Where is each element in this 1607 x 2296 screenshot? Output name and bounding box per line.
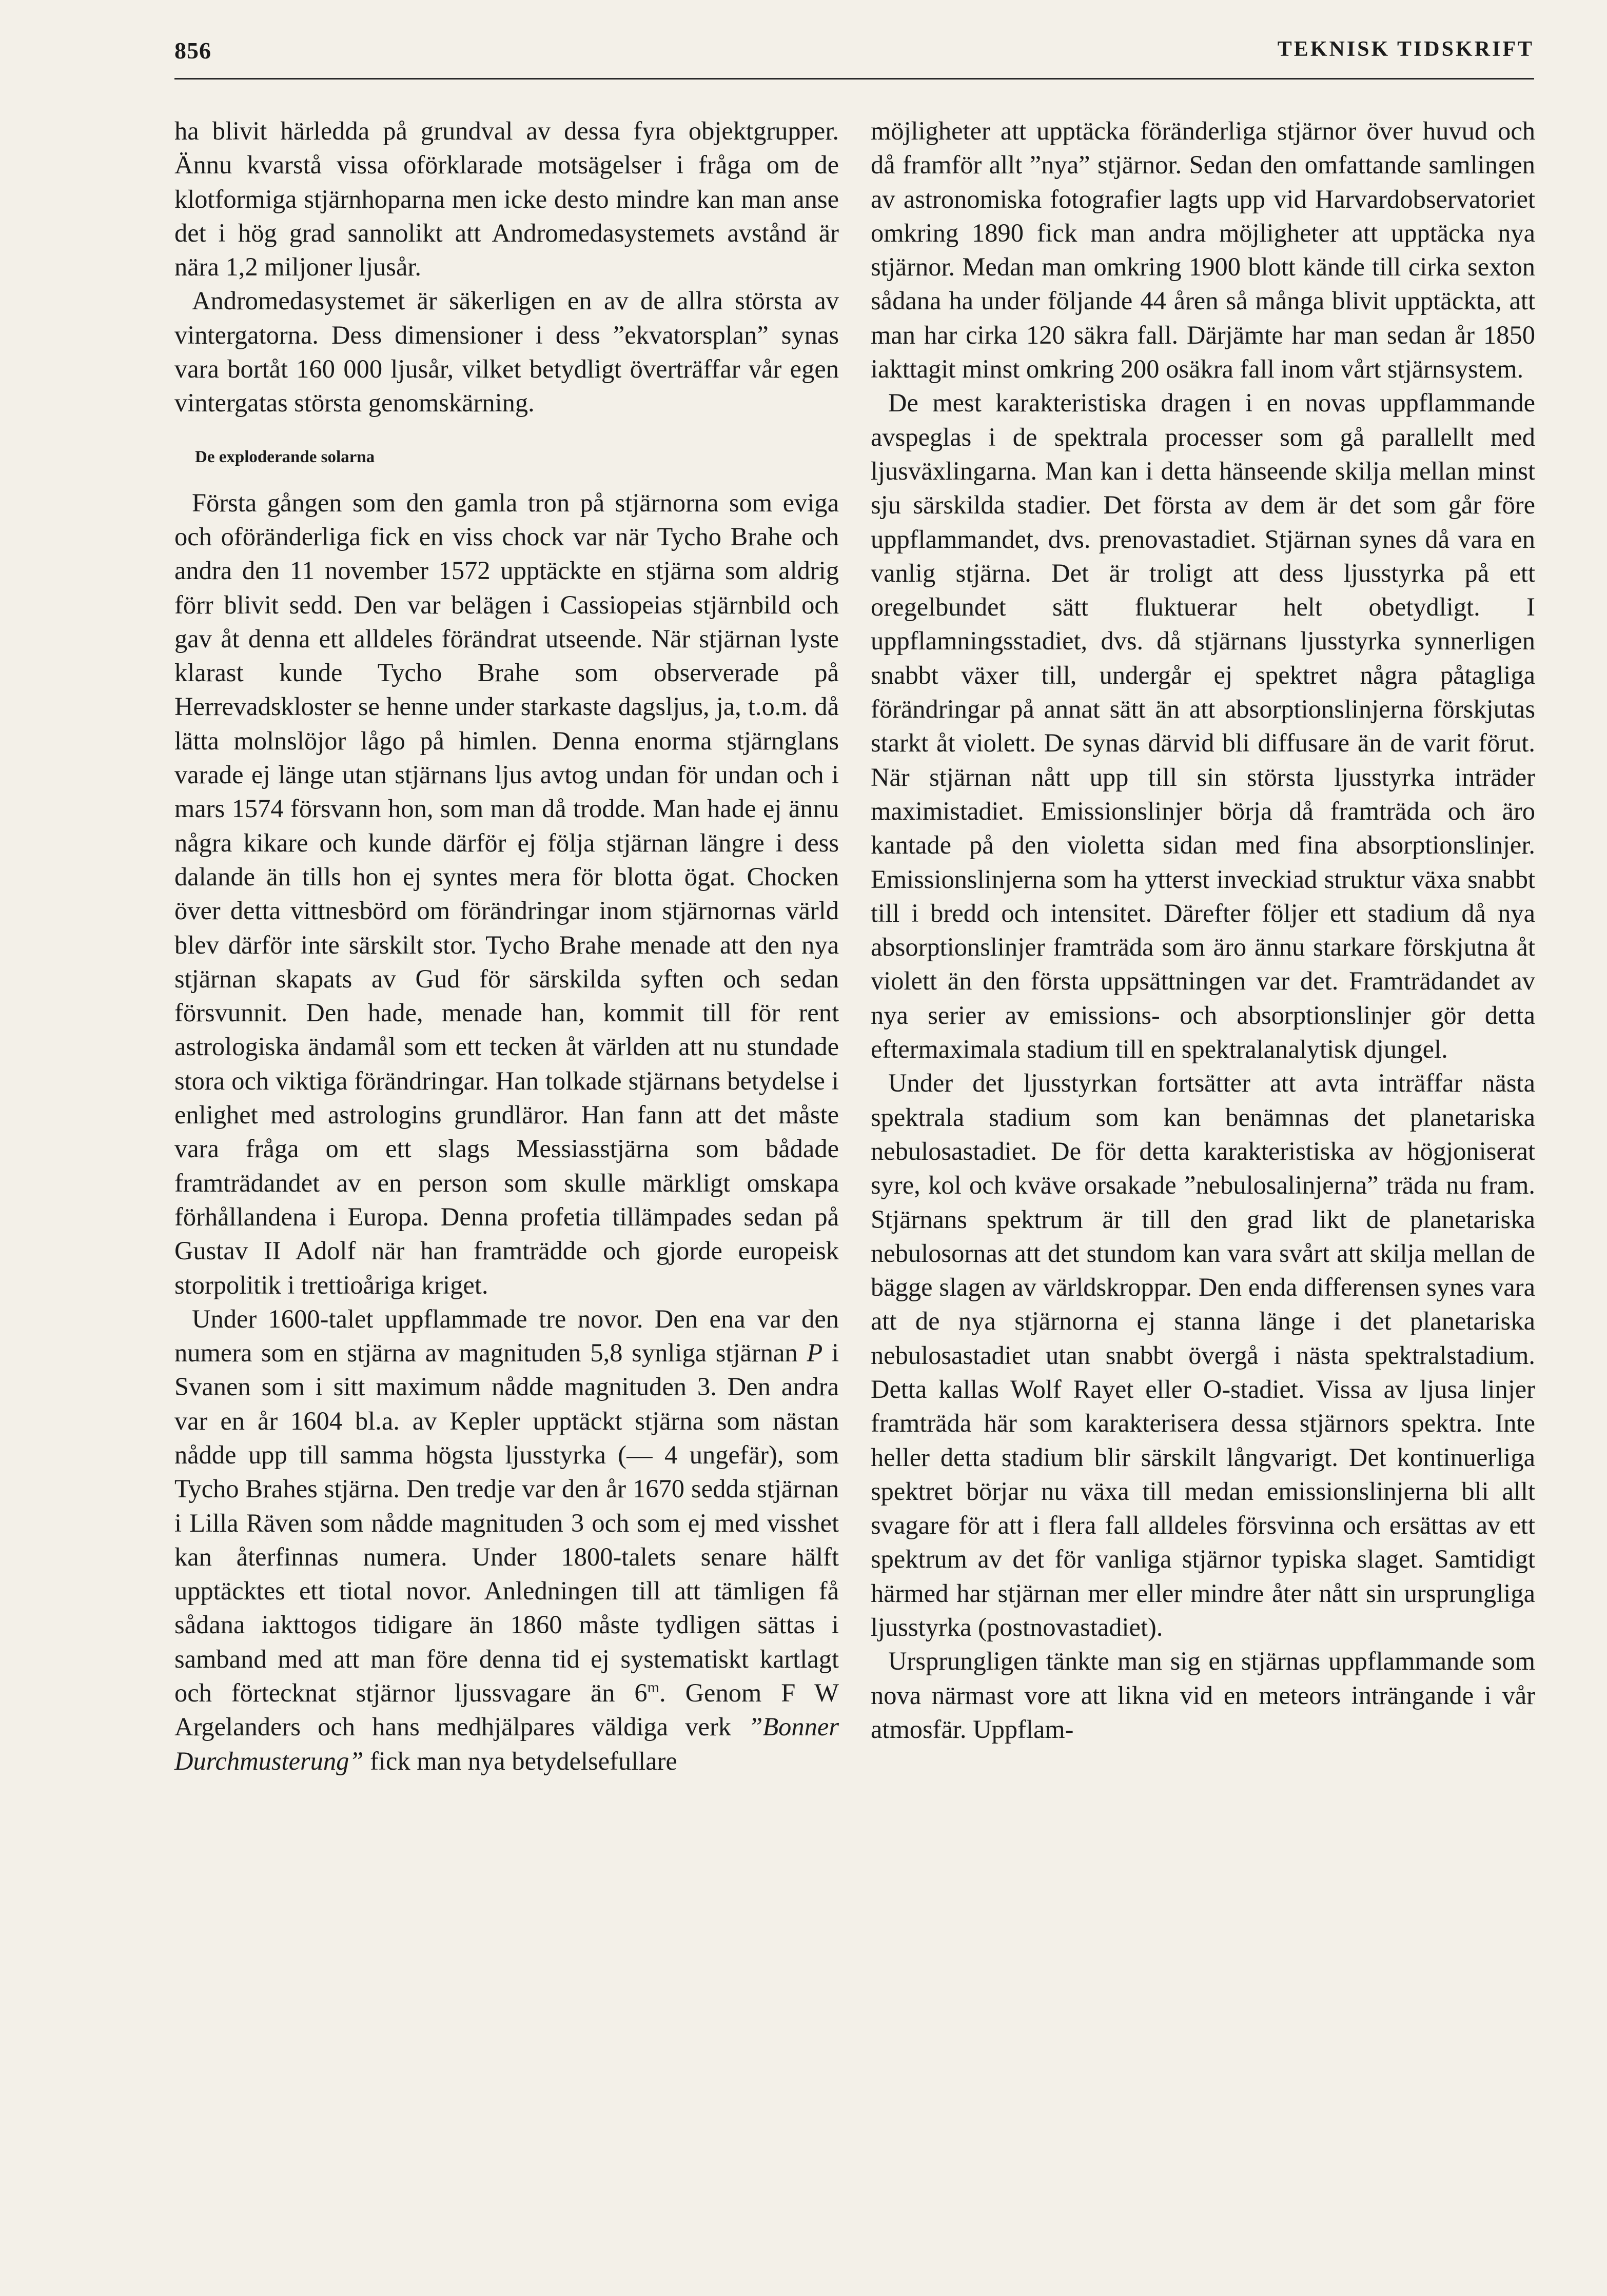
page-number: 856 — [174, 37, 211, 64]
work-title: ”Bonner Durchmusterung” — [174, 1712, 839, 1775]
journal-title: TEKNISK TIDSKRIFT — [1277, 37, 1534, 61]
paragraph: ha blivit härledda på grundval av dessa fyra objektgrupper. Ännu kvarstå vissa oförklarade motsägelser i fråga om de klotformiga stjärnhoparna men icke desto mindre kan man anse det i hög grad sannolikt att Andromedasystemets avstånd är nära 1,2 miljoner ljusår. — [174, 116, 839, 282]
text-run: i Svanen som i sitt maximum nådde magnituden 3. Den andra var en år 1604 bl.a. av Kepler upptäckt stjärna som nästan nådde upp till samma högsta ljusstyrka (— 4 ungefär), som Tycho Brahes stjärna. Den tredje var den år 1670 sedda stjärnan i Lilla Räven som nådde magnituden 3 och som ej med visshet kan återfinnas numera. Under 1800-talets senare hälft upptäcktes ett tiotal novor. Anledningen till att tämligen få sådana iakttogos tidigare än 1860 måste tydligen sättas i samband med att man före denna tid ej systematiskt kartlagt och förtecknat stjärnor ljussvagare än 6 — [174, 1338, 839, 1708]
magnitude-superscript: m — [647, 1679, 660, 1696]
paragraph: Andromedasystemet är säkerligen en av de allra största av vintergatorna. Dess dimensioner i dess ”ekvatorsplan” synas vara bortåt 160 000 ljusår, vilket betydligt överträffar vår egen vintergatas största genomskärning. — [174, 286, 839, 418]
text-run: fick man nya betydelsefullare — [363, 1746, 677, 1775]
section-heading: De exploderande solarna — [195, 447, 375, 466]
paragraph — [174, 1302, 839, 1778]
paragraph: Första gången som den gamla tron på stjärnorna som eviga och oföränderliga fick en viss chock var när Tycho Brahe och andra den 11 november 1572 upptäckte en stjärna som aldrig förr blivit sedd. Den var belägen i Cassiopeias stjärnbild och gav åt denna ett alldeles förändrat utseende. När stjärnan lyste klarast kunde Tycho Brahe som observerade på Herrevadskloster se henne under starkaste dagsljus, ja, t.o.m. då lätta molnslöjor lågo på himlen. Denna enorma stjärnglans varade ej länge utan stjärnans ljus avtog undan för undan och i mars 1574 försvann hon, som man då trodde. Man hade ej ännu några kikare och kunde därför ej följa stjärnan längre i dess dalande än tills hon ej syntes mera för blotta ögat. Chocken över detta vittnesbörd om förändringar inom stjärnornas värld blev därför inte särskilt stor. Tycho Brahe menade att den nya stjärnan skapats av Gud för särskilda syften och sedan försvunnit. Den hade, menade han, kommit till för rent astrologiska ändamål som ett tecken åt världen att nu stundade stora och viktiga förändringar. Han tolkade stjärnans betydelse i enlighet med astrologins grundläror. Han fann att det måste vara fråga om ett slags Messiasstjärna som bådade framträdandet av en person som skulle märkligt omskapa förhållandena i Europa. Denna profetia tillämpades sedan på Gustav II Adolf när han framträdde och gjorde europeisk storpolitik i trettioåriga kriget. — [174, 488, 839, 1299]
paragraph: möjligheter att upptäcka föränderliga stjärnor över huvud och då framför allt ”nya” stjärnor. Sedan den omfattande samlingen av astronomiska fotografier lagts upp vid Harvardobservatoriet omkring 1890 fick man andra möjligheter att upptäcka nya stjärnor. Medan man omkring 1900 blott kände till cirka sexton sådana ha under följande 44 åren så många blivit upptäckta, att man har cirka 120 säkra fall. Därjämte har man sedan år 1850 iakttagit minst omkring 200 osäkra fall inom vårt stjärnsystem. — [871, 116, 1535, 384]
star-designation: P — [807, 1338, 823, 1368]
paragraph: Ursprungligen tänkte man sig en stjärnas uppflammande som nova närmast vore att likna vid en meteors inträngande i vår atmosfär. Uppflam- — [871, 1647, 1535, 1744]
text-run: . Genom F W Argelanders och hans medhjälpares väldiga verk — [174, 1678, 839, 1741]
left-column — [174, 114, 839, 1778]
right-column — [871, 114, 1535, 1746]
page-header — [174, 32, 1534, 80]
text-run: Under 1600-talet uppflammade tre novor. Den ena var den numera som en stjärna av magnituden 5,8 synliga stjärnan — [174, 1304, 839, 1368]
paragraph: De mest karakteristiska dragen i en novas uppflammande avspeglas i de spektrala processer som gå parallellt med ljusväxlingarna. Man kan i detta hänseende skilja mellan minst sju särskilda stadier. Det första av dem är det som går före uppflammandet, dvs. prenovastadiet. Stjärnan synes då vara en vanlig stjärna. Det är troligt att dess ljusstyrka på ett oregelbundet sätt fluktuerar helt obetydligt. I uppflamningsstadiet, dvs. då stjärnans ljusstyrka synnerligen snabbt växer till, undergår ej spektret några påtagliga förändringar på annat sätt än att absorptionslinjerna förskjutas starkt åt violett. De synas därvid bli diffusare än de varit förut. När stjärnan nått upp till sin största ljusstyrka inträder maximistadiet. Emissionslinjer börja då framträda och äro kantade på den violetta sidan med fina absorptionslinjer. Emissionslinjerna som ha ytterst inveckiad struktur växa snabbt till i bredd och intensitet. Därefter följer ett stadium då nya absorptionslinjer framträda som äro ännu starkare förskjutna åt violett än den första uppsättningen var det. Framträdandet av nya serier av emissions- och absorptionslinjer gör detta eftermaximala stadium till en spektralanalytisk djungel. — [871, 388, 1535, 1064]
paragraph: Under det ljusstyrkan fortsätter att avta inträffar nästa spektrala stadium som kan benämnas det planetariska nebulosastadiet. De för detta karakteristiska av högjoniserat syre, kol och kväve orsakade ”nebulosalinjerna” träda nu fram. Stjärnans spektrum är till den grad likt de planetariska nebulosornas att det stundom kan vara svårt att skilja mellan de bägge slagen av världskroppar. Den enda differensen synes vara att de nya stjärnorna ej stanna länge i det planetariska nebulosastadiet utan snabbt övergå i nästa spektralstadium. Detta kallas Wolf Rayet eller O-stadiet. Vissa av ljusa linjer framträda här som karakterisera dessa stjärnors spektra. Inte heller detta stadium blir särskilt långvarigt. Det kontinuerliga spektret börjar nu växa till medan emissionslinjerna bli allt svagare för att i flera fall alldeles försvinna och ersättas av ett spektrum av det för vanliga stjärnor typiska slaget. Samtidigt härmed har stjärnan mer eller mindre åter nått sin ursprungliga ljusstyrka (postnovastadiet). — [871, 1068, 1535, 1642]
